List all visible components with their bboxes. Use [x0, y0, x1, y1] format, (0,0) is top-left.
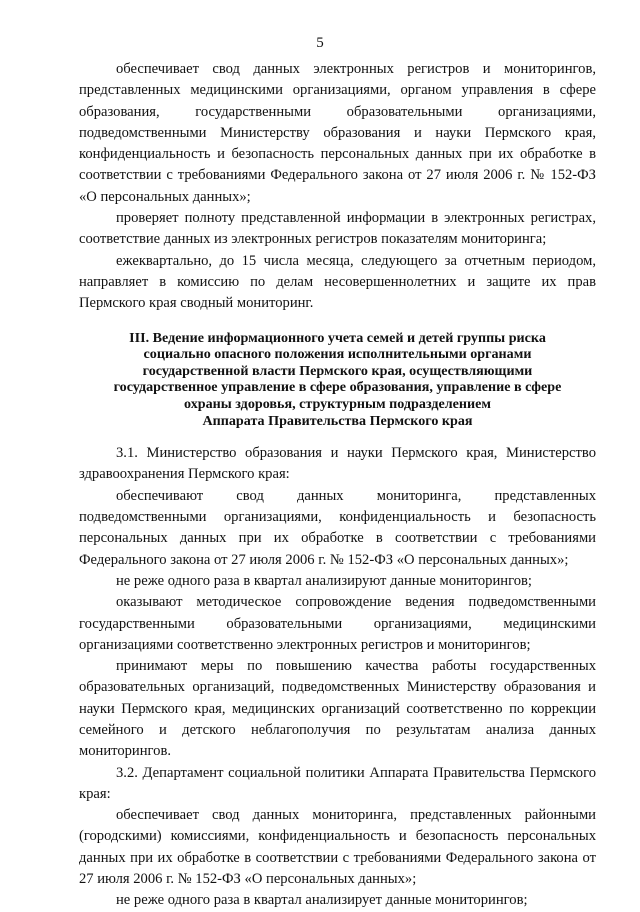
document-body — [79, 59, 596, 912]
heading-line: социально опасного положения исполнительными органами — [143, 346, 532, 363]
page-number: 5 — [316, 35, 324, 51]
paragraph-provide-monitoring-data: обеспечивают свод данных мониторинга, представленных подведомственными организациями, конфиденциальность и безопасность персональных данных при их обработке в соответствии с требованиями Федерального закона от 27 июля 2006 г. № 152-ФЗ «О персональных данных»; — [79, 487, 596, 568]
heading-line: государственное управление в сфере образования, управление в сфере — [113, 379, 562, 396]
paragraph-consolidates-registers: обеспечивает свод данных электронных регистров и мониторингов, представленных медицинскими организациями, органом управления в сфере образования, государственными образовательными организациями, подведомственными Министерству образования и науки Пермского края, конфиденциальность и безопасность персональных данных при их обработке в соответствии с требованиями Федерального закона от 27 июля 2006 г. № 152-ФЗ «О персональных данных»; — [79, 61, 596, 205]
heading-line: Аппарата Правительства Пермского края — [202, 412, 473, 429]
heading-line: государственной власти Пермского края, осуществляющими — [142, 362, 533, 379]
heading-line: охраны здоровья, структурным подразделением — [184, 395, 491, 412]
heading-line: III. Ведение информационного учета семей и детей группы риска — [129, 329, 546, 346]
paragraph-quarterly-analysis: не реже одного раза в квартал анализируют данные мониторингов; — [116, 572, 532, 589]
paragraph-methodical-support: оказывают методическое сопровождение ведения подведомственными государственными образовательными организациями, медицинскими организациями соответственно электронных регистров и мониторингов; — [79, 594, 596, 653]
paragraph-checks-completeness: проверяет полноту представленной информации в электронных регистрах, соответствие данных из электронных регистров показателям мониторинга; — [79, 210, 596, 248]
paragraph-department-quarterly-analysis: не реже одного раза в квартал анализирует данные мониторингов; — [116, 892, 528, 909]
section-heading-iii — [79, 330, 596, 430]
paragraph-department-consolidates: обеспечивает свод данных мониторинга, представленных районными (городскими) комиссиями, конфиденциальность и безопасность персональных данных при их обработке в соответствии с требованиями Федерального закона от 27 июля 2006 г. № 152-ФЗ «О персональных данных»; — [79, 807, 596, 888]
paragraph-quarterly-report: ежеквартально, до 15 числа месяца, следующего за отчетным периодом, направляет в комиссию по делам несовершеннолетних и защите их прав Пермского края сводный мониторинг. — [79, 252, 596, 312]
paragraph-3-2: 3.2. Департамент социальной политики Аппарата Правительства Пермского края: — [79, 764, 596, 802]
paragraph-quality-measures: принимают меры по повышению качества работы государственных образовательных организаций, подведомственных Министерству образования и науки Пермского края, медицинских организаций соответственно по коррекции семейного и детского неблагополучия по результатам анализа данных мониторингов. — [79, 658, 596, 760]
paragraph-3-1: 3.1. Министерство образования и науки Пермского края, Министерство здравоохранения Пермского края: — [79, 445, 596, 483]
